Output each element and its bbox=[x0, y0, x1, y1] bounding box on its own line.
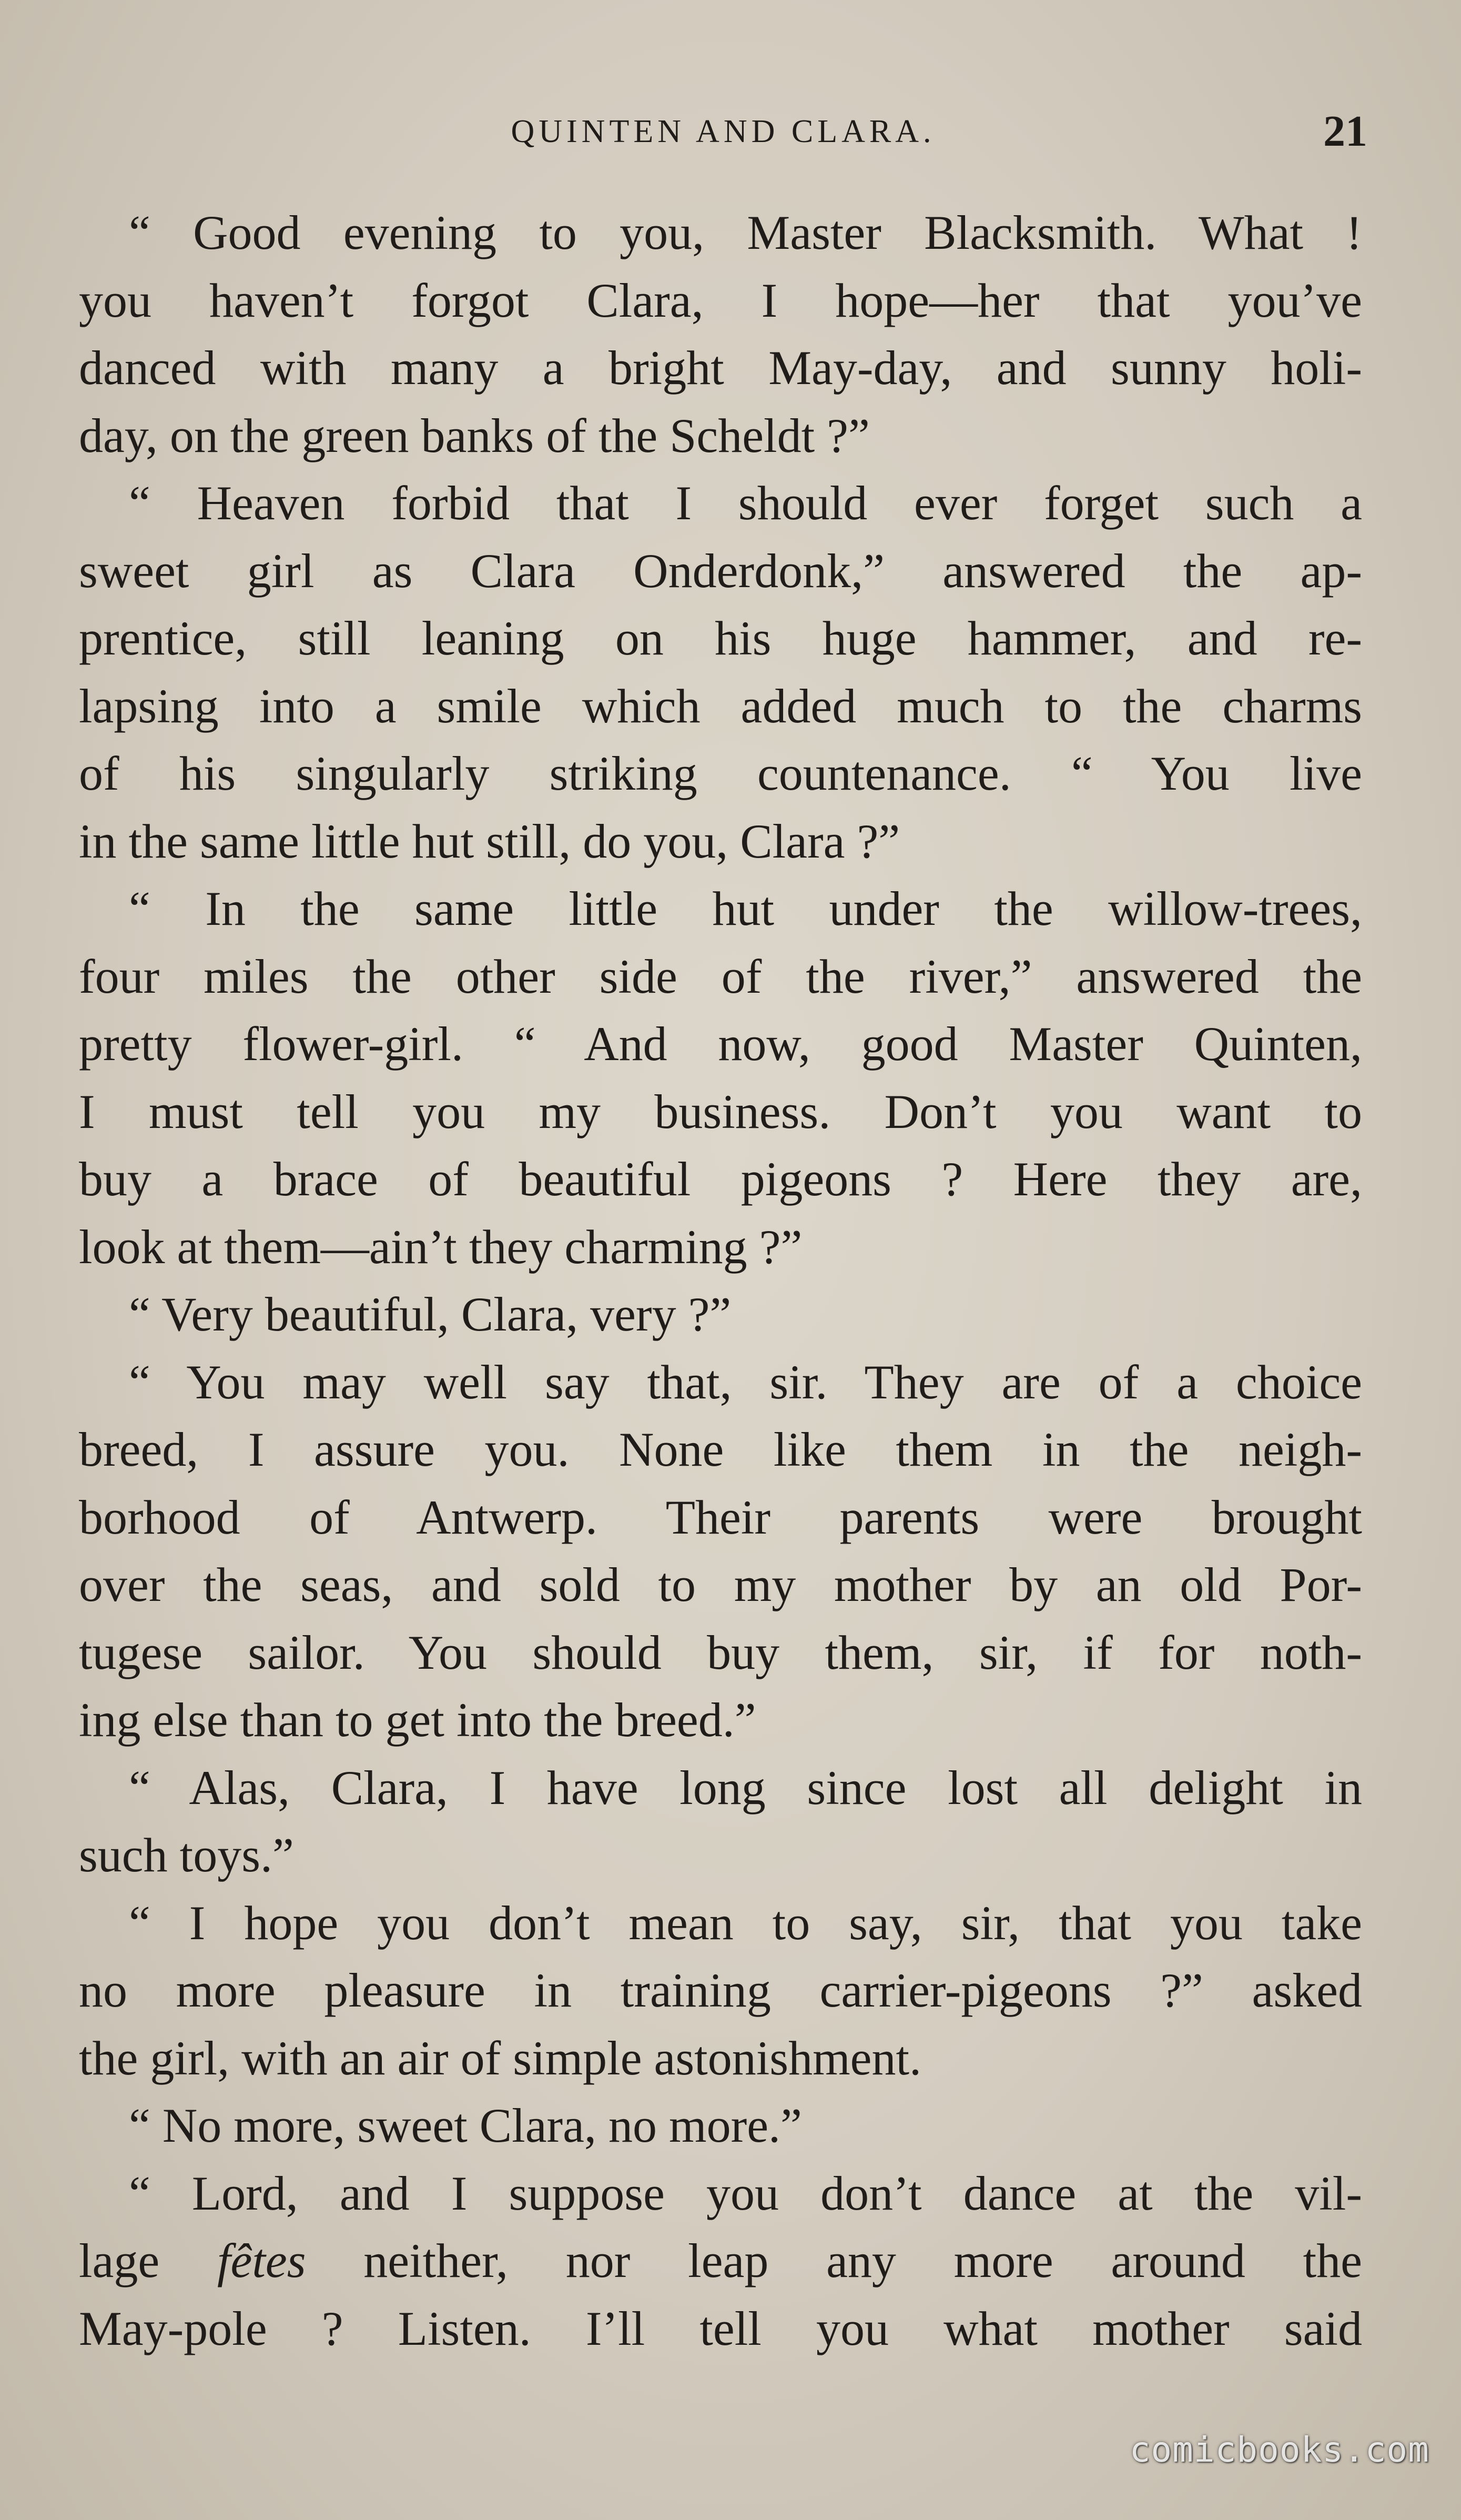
text-line: no more pleasure in training carrier-pigeons ?” asked bbox=[79, 1963, 1362, 2017]
text-line: “ In the same little hut under the willow-trees, bbox=[129, 882, 1362, 935]
text-line: breed, I assure you. None like them in the neigh- bbox=[79, 1423, 1362, 1476]
text-line: sweet girl as Clara Onderdonk,” answered the ap- bbox=[79, 543, 1362, 598]
text-line: you haven’t forgot Clara, I hope—her that you’ve bbox=[79, 273, 1362, 327]
paragraph-9 bbox=[79, 2160, 1362, 2363]
text-line: four miles the other side of the river,” answered the bbox=[79, 949, 1362, 1003]
paragraph-5 bbox=[79, 1348, 1362, 1754]
italic-word: fêtes bbox=[217, 2234, 306, 2287]
text-line: prentice, still leaning on his huge hammer, and re- bbox=[79, 611, 1362, 665]
watermark: comicbooks.com bbox=[1129, 2430, 1429, 2470]
text-line: pretty flower-girl. “ And now, good Master Quinten, bbox=[79, 1017, 1362, 1071]
text-line: tugese sailor. You should buy them, sir, if for noth- bbox=[79, 1625, 1362, 1679]
text-line: “ Good evening to you, Master Blacksmith. What ! bbox=[129, 206, 1362, 259]
paragraph-1 bbox=[79, 199, 1362, 469]
text-fragment: lage bbox=[79, 2234, 217, 2287]
text-line: buy a brace of beautiful pigeons ? Here they are, bbox=[79, 1152, 1362, 1206]
text-line: I must tell you my business. Don’t you want to bbox=[79, 1084, 1362, 1138]
text-line: look at them—ain’t they charming ?” bbox=[79, 1219, 803, 1274]
text-line: the girl, with an air of simple astonishment. bbox=[79, 2031, 922, 2085]
paragraph-3 bbox=[79, 875, 1362, 1281]
text-line: day, on the green banks of the Scheldt ?” bbox=[79, 408, 870, 462]
text-line: “ Very beautiful, Clara, very ?” bbox=[129, 1287, 732, 1341]
text-line: lapsing into a smile which added much to the charms bbox=[79, 679, 1362, 733]
page-header bbox=[79, 100, 1367, 163]
text-line: “ I hope you don’t mean to say, sir, that you take bbox=[129, 1896, 1362, 1950]
text-line: ing else than to get into the breed.” bbox=[79, 1693, 756, 1747]
text-line: “ Lord, and I suppose you don’t dance at the vil- bbox=[129, 2166, 1362, 2220]
paragraph-6 bbox=[79, 1754, 1362, 1889]
body-text bbox=[79, 199, 1362, 2362]
paragraph-4 bbox=[79, 1281, 1362, 1348]
text-line: over the seas, and sold to my mother by an old Por- bbox=[79, 1558, 1362, 1611]
text-fragment: neither, nor leap any more around the bbox=[306, 2234, 1362, 2287]
text-line: “ Heaven forbid that I should ever forget such a bbox=[129, 476, 1362, 530]
text-line: May-pole ? Listen. I’ll tell you what mother said bbox=[79, 2301, 1362, 2355]
running-title: QUINTEN AND CLARA. bbox=[511, 114, 936, 149]
text-line: “ You may well say that, sir. They are of a choice bbox=[129, 1355, 1362, 1409]
paragraph-7 bbox=[79, 1889, 1362, 2092]
text-line bbox=[79, 2227, 1362, 2295]
text-line: borhood of Antwerp. Their parents were brought bbox=[79, 1490, 1362, 1544]
text-line: such toys.” bbox=[79, 1828, 294, 1882]
paragraph-8 bbox=[79, 2092, 1362, 2160]
text-line: danced with many a bright May-day, and sunny holi- bbox=[79, 341, 1362, 395]
text-line: in the same little hut still, do you, Clara ?” bbox=[79, 814, 900, 868]
text-line: of his singularly striking countenance. “ You live bbox=[79, 747, 1362, 800]
text-line: “ Alas, Clara, I have long since lost all delight in bbox=[129, 1760, 1362, 1815]
page-number: 21 bbox=[1323, 107, 1367, 156]
text-line: “ No more, sweet Clara, no more.” bbox=[129, 2099, 802, 2152]
paragraph-2 bbox=[79, 469, 1362, 875]
